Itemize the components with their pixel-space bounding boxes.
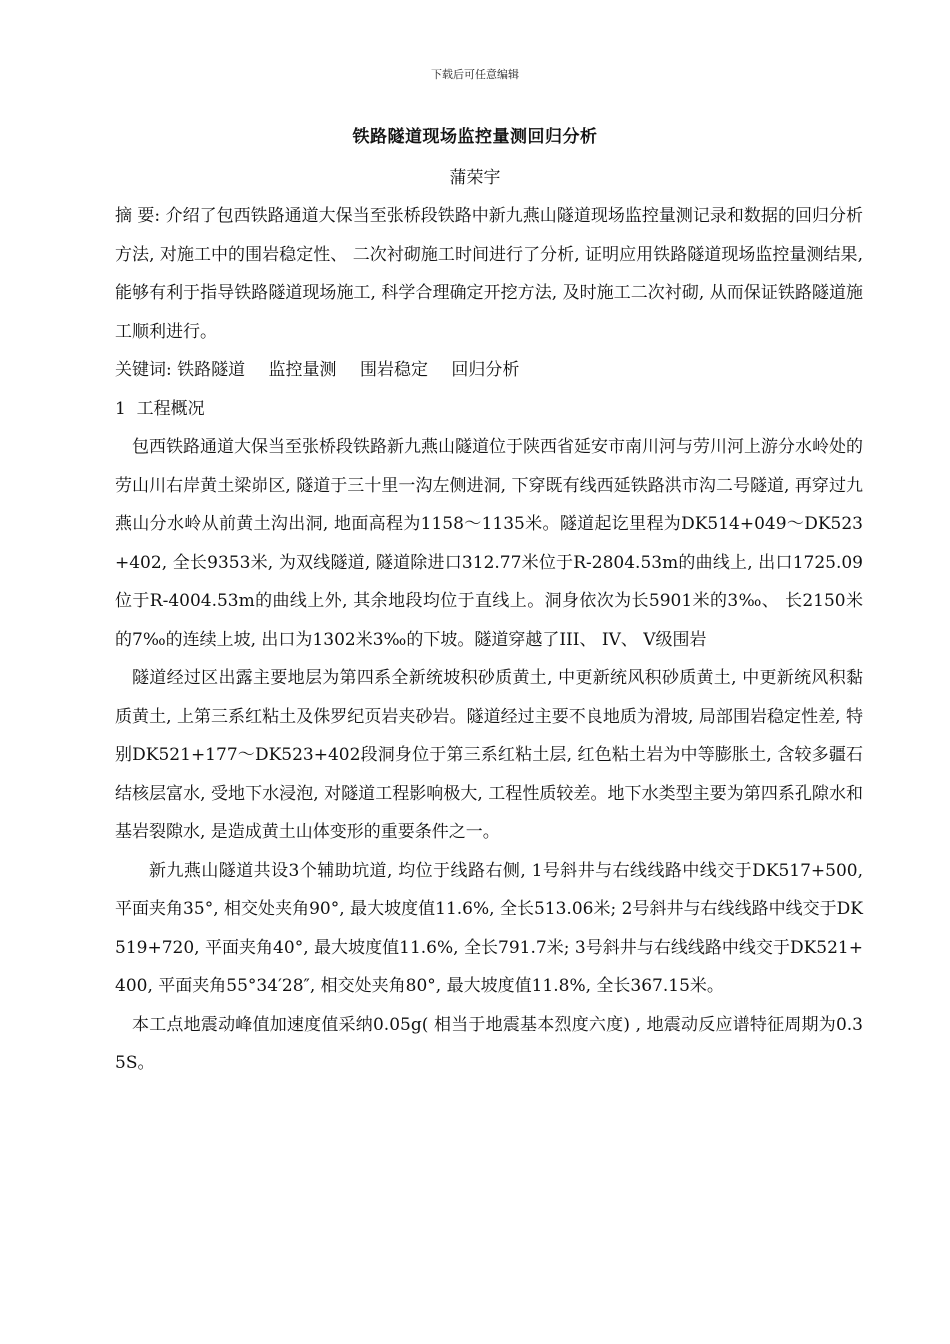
- body-paragraph: 包西铁路通道大保当至张桥段铁路新九燕山隧道位于陕西省延安市南川河与劳川河上游分水岭处的劳山川右岸黄土梁峁区, 隧道于三十里一沟左侧进洞, 下穿既有线西延铁路洪市沟二号隧道, 再穿过九燕山分水岭从前黄土沟出洞, 地面高程为1158～1135米。隧道起讫里程为DK514+049～DK523+402, 全长9353米, 为双线隧道, 隧道除进口312.77米位于R-2804.53m的曲线上, 出口1725.09位于R-4004.53m的曲线上外, 其余地段均位于直线上。洞身依次为长5901米的3‰、 长2150米的7‰的连续上坡, 出口为1302米3‰的下坡。隧道穿越了III、 IV、 V级围岩: [115, 437, 863, 650]
- section-heading: 1 工程概况: [115, 398, 205, 419]
- keyword-item: 监控量测: [268, 360, 337, 380]
- page-title: 铁路隧道现场监控量测回归分析: [352, 127, 598, 147]
- keyword-item: 围岩稳定: [359, 360, 428, 380]
- body-paragraph: 新九燕山隧道共设3个辅助坑道, 均位于线路右侧, 1号斜井与右线线路中线交于DK517+500, 平面夹角35°, 相交处夹角90°, 最大坡度值11.6%, 全长513.06米; 2号斜井与右线线路中线交于DK519+720, 平面夹角40°, 最大坡度值11.6%, 全长791.7米; 3号斜井与右线线路中线交于DK521+400, 平面夹角55°34′28″, 相交处夹角80°, 最大坡度值11.8%, 全长367.15米。: [115, 860, 863, 996]
- abstract: 摘 要: 介绍了包西铁路通道大保当至张桥段铁路中新九燕山隧道现场监控量测记录和数据的回归分析方法, 对施工中的围岩稳定性、 二次衬砌施工时间进行了分析, 证明应用铁路隧道现场监控量测结果, 能够有利于指导铁路隧道现场施工, 科学合理确定开挖方法, 及时施工二次衬砌, 从而保证铁路隧道施工顺利进行。: [115, 206, 863, 342]
- body-paragraph: 隧道经过区出露主要地层为第四系全新统坡积砂质黄土, 中更新统风积砂质黄土, 中更新统风积黏质黄土, 上第三系红粘土及侏罗纪页岩夹砂岩。隧道经过主要不良地质为滑坡, 局部围岩稳定性差, 特别DK521+177～DK523+402段洞身位于第三系红粘土层, 红色粘土岩为中等膨胀土, 含较多疆石结核层富水, 受地下水浸泡, 对隧道工程影响极大, 工程性质较差。地下水类型主要为第四系孔隙水和基岩裂隙水, 是造成黄土山体变形的重要条件之一。: [115, 668, 863, 842]
- keyword-item: 回归分析: [451, 360, 520, 380]
- keywords-label: 关键词:: [115, 360, 172, 380]
- author-name: 蒲荣宇: [449, 168, 501, 188]
- document-body: [115, 197, 863, 1083]
- body-paragraph: 本工点地震动峰值加速度值采纳0.05g( 相当于地震基本烈度六度) , 地震动反应谱特征周期为0.35S。: [115, 1014, 863, 1073]
- header-note: 下载后可任意编辑: [431, 68, 519, 81]
- keywords-line: [115, 351, 863, 390]
- keyword-item: 铁路隧道: [177, 360, 246, 380]
